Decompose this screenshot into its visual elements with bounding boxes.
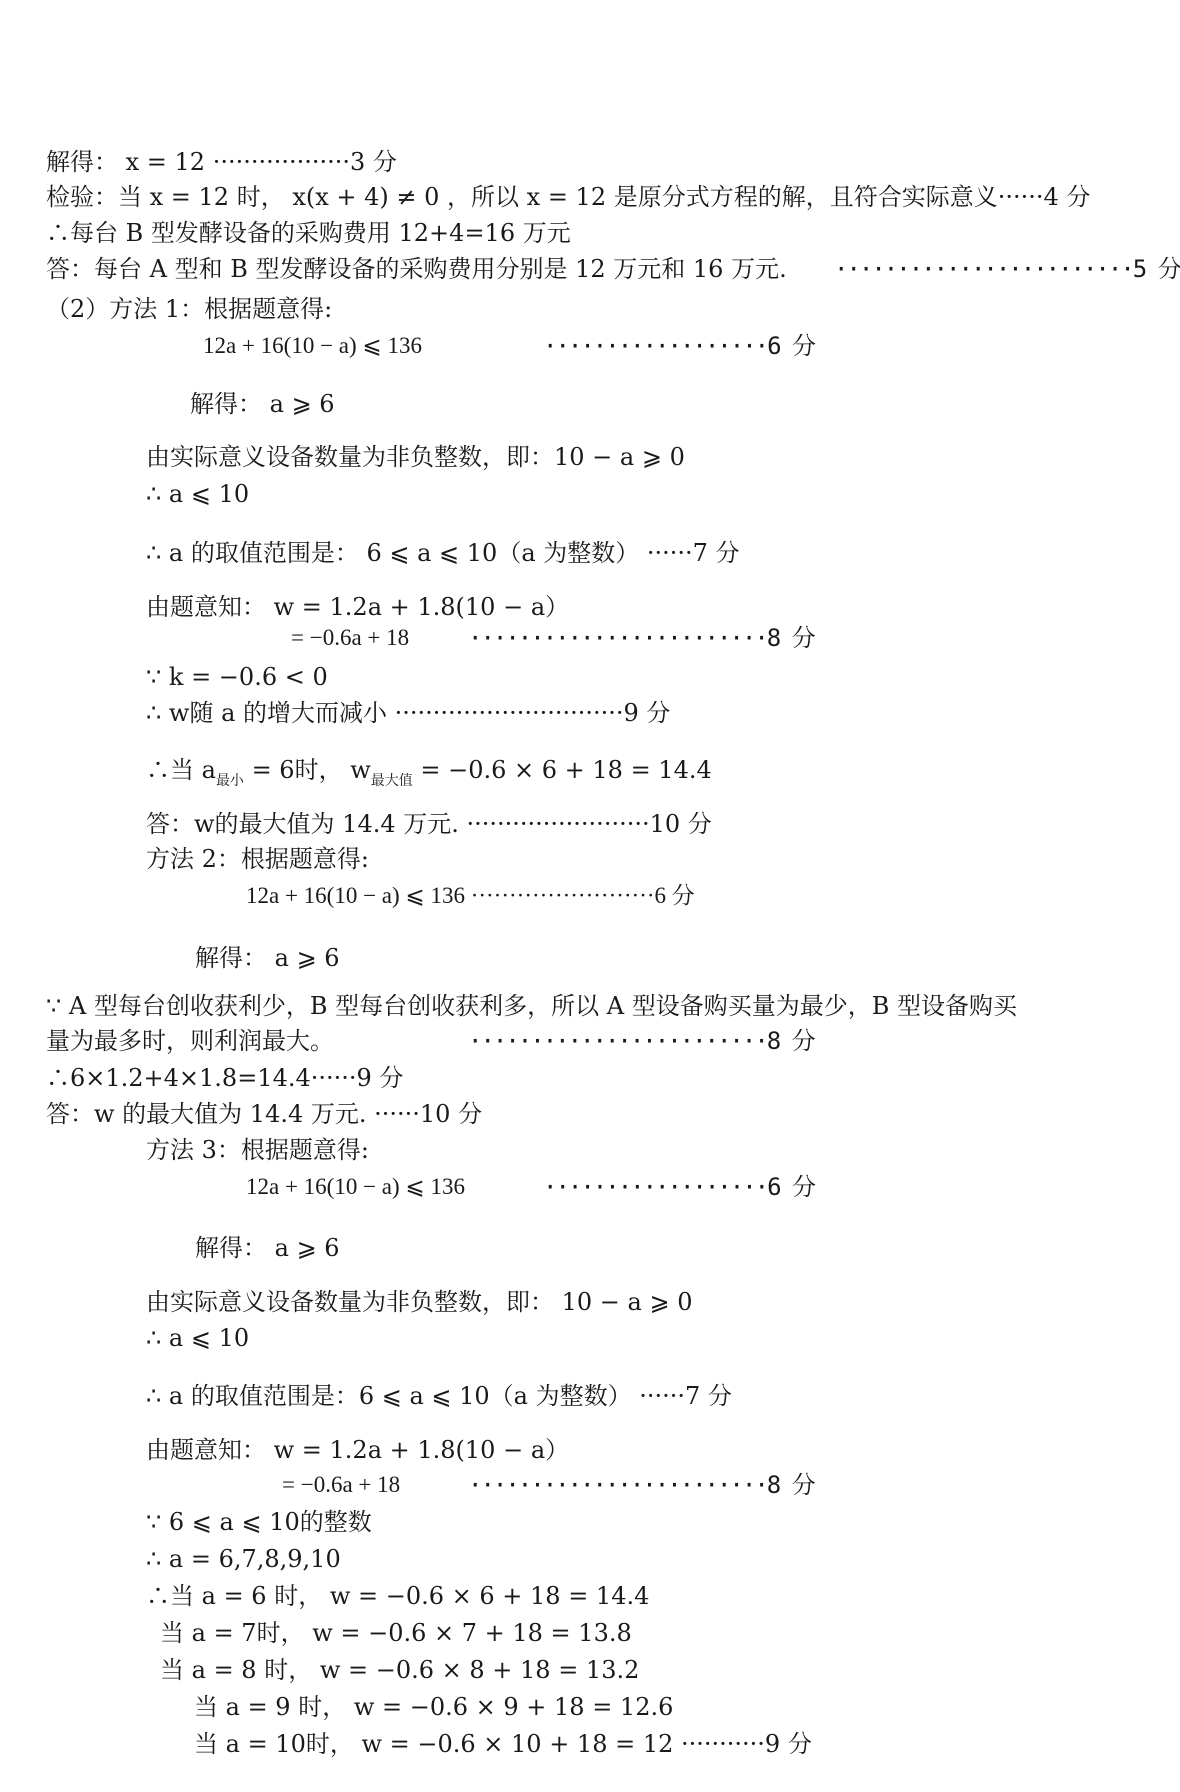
case-a6: ∴当 a = 6 时， w = −0.6 × 6 + 18 = 14.4	[146, 1582, 650, 1610]
method3-upper: ∴ a ⩽ 10	[146, 1324, 250, 1352]
case-a9: 当 a = 9 时， w = −0.6 × 9 + 18 = 12.6	[194, 1693, 674, 1721]
method2-inequality: 12a + 16(10 − a) ⩽ 136 ························6 分	[246, 883, 695, 908]
score-marker-6: ··················6 分	[543, 332, 814, 360]
method2-reason-1: ∵ A 型每台创收获利少，B 型每台创收获利多，所以 A 型设备购买量为最少，B 型设备购买	[46, 992, 1017, 1020]
method3-w-simplified: = −0.6a + 18	[282, 1472, 401, 1497]
method1-nonneg: 由实际意义设备数量为非负整数，即：10 − a ⩾ 0	[146, 443, 685, 471]
answer-line-1: 答：每台 A 型和 B 型发酵设备的采购费用分别是 12 万元和 16 万元.	[46, 255, 787, 283]
method2-reason-2: 量为最多时，则利润最大。	[46, 1027, 334, 1055]
method3-nonneg: 由实际意义设备数量为非负整数，即： 10 − a ⩾ 0	[146, 1288, 693, 1316]
subscript-max: 最大值	[370, 773, 413, 789]
method1-upper: ∴ a ⩽ 10	[146, 480, 250, 508]
method1-solve: 解得： a ⩾ 6	[190, 390, 335, 418]
conclusion-line: ∴每台 B 型发酵设备的采购费用 12+4=16 万元	[46, 219, 571, 247]
solution-line-1: 解得： x = 12 ··················3 分	[46, 148, 397, 176]
method1-w-def: 由题意知： w = 1.2a + 1.8(10 − a）	[146, 593, 570, 621]
method3-heading: 方法 3：根据题意得:	[146, 1136, 369, 1164]
subscript-min: 最小	[215, 773, 244, 789]
case-a10: 当 a = 10时， w = −0.6 × 10 + 18 = 12 ···········9 分	[194, 1730, 812, 1758]
method1-range: ∴ a 的取值范围是： 6 ⩽ a ⩽ 10（a 为整数） ······7 分	[146, 539, 740, 567]
check-line: 检验：当 x = 12 时， x(x + 4) ≠ 0 ，所以 x = 12 是原分式方程的解，且符合实际意义······4 分	[46, 183, 1091, 211]
score-marker-8c: ························8 分	[468, 1471, 814, 1499]
method1-slope: ∵ k = −0.6 < 0	[146, 663, 328, 691]
score-marker-8b: ························8 分	[468, 1027, 814, 1055]
method1-answer: 答：w的最大值为 14.4 万元. ························10 分	[146, 810, 712, 838]
method1-heading: （2）方法 1：根据题意得:	[46, 295, 333, 323]
method1-w-simplified: = −0.6a + 18	[291, 625, 410, 650]
method1-decreasing: ∴ w随 a 的增大而减小 ······························9 分	[146, 699, 671, 727]
method3-range: ∴ a 的取值范围是：6 ⩽ a ⩽ 10（a 为整数） ······7 分	[146, 1382, 732, 1410]
method1-inequality: 12a + 16(10 − a) ⩽ 136	[203, 333, 422, 358]
method3-inequality: 12a + 16(10 − a) ⩽ 136	[246, 1174, 465, 1199]
method3-integers: ∵ 6 ⩽ a ⩽ 10的整数	[146, 1508, 372, 1536]
method3-solve: 解得： a ⩾ 6	[195, 1234, 340, 1262]
max-mid: = 6时， w	[243, 756, 371, 784]
max-result: = −0.6 × 6 + 18 = 14.4	[412, 756, 712, 784]
score-marker-8: ························8 分	[468, 624, 814, 652]
method3-values: ∴ a = 6,7,8,9,10	[146, 1545, 341, 1573]
score-marker-5: ························5 分	[834, 255, 1180, 283]
method2-calc: ∴6×1.2+4×1.8=14.4······9 分	[46, 1064, 404, 1092]
method2-solve: 解得： a ⩾ 6	[195, 944, 340, 972]
method2-answer: 答：w 的最大值为 14.4 万元. ······10 分	[46, 1100, 483, 1128]
score-marker-6b: ··················6 分	[543, 1173, 814, 1201]
method1-max-line	[146, 754, 712, 790]
method2-heading: 方法 2：根据题意得:	[146, 845, 369, 873]
method3-w-def: 由题意知： w = 1.2a + 1.8(10 − a）	[146, 1436, 570, 1464]
max-prefix: ∴当 a	[146, 756, 216, 784]
case-a8: 当 a = 8 时， w = −0.6 × 8 + 18 = 13.2	[160, 1656, 640, 1684]
case-a7: 当 a = 7时， w = −0.6 × 7 + 18 = 13.8	[160, 1619, 632, 1647]
